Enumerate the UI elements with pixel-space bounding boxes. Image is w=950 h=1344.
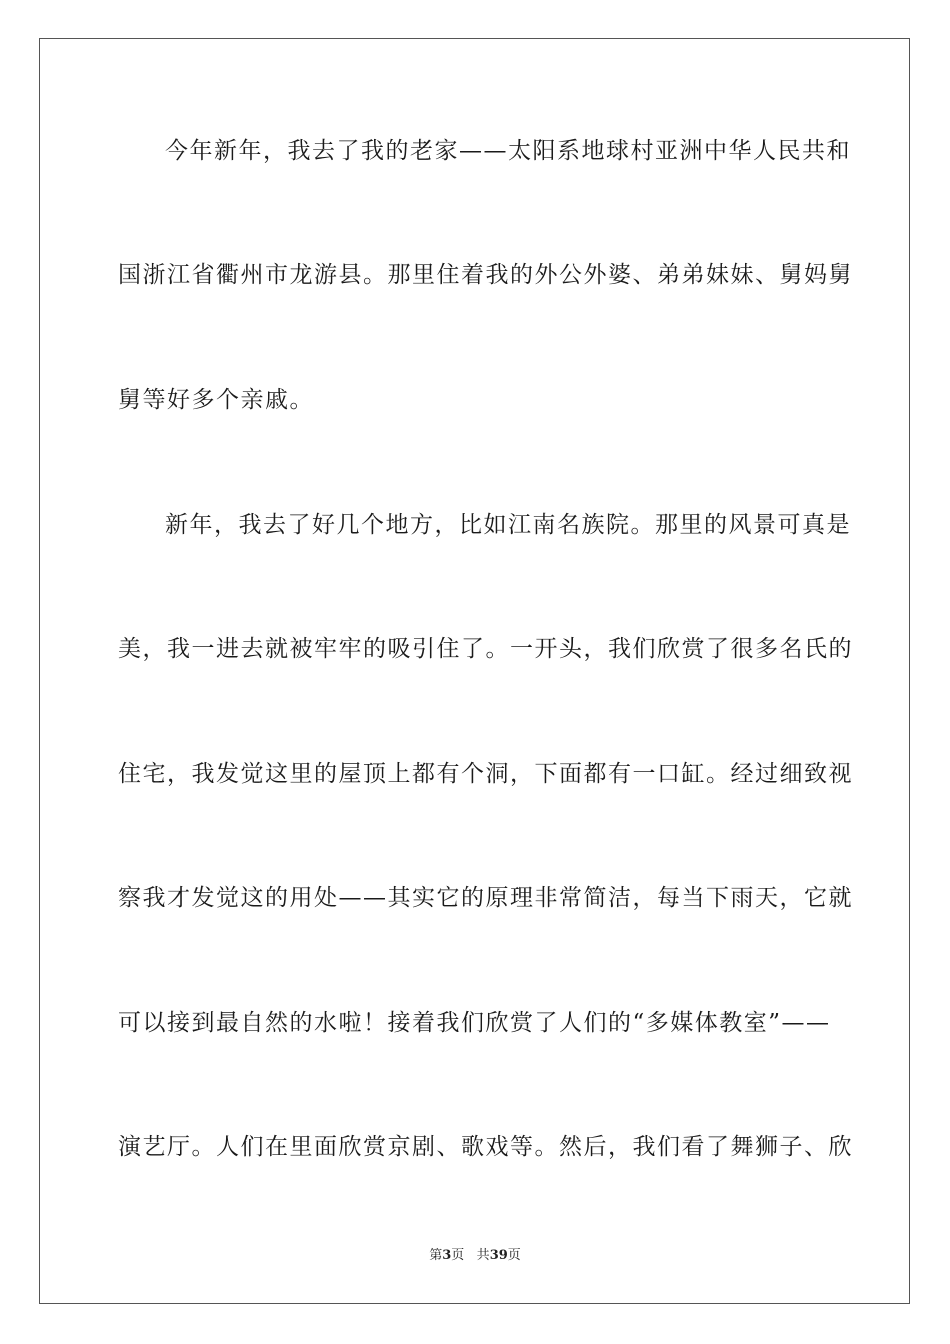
- paragraph-2-line-3: 住宅，我发觉这里的屋顶上都有个洞，下面都有一口缸。经过细致视: [118, 761, 853, 787]
- footer-total-prefix: 共: [476, 1248, 490, 1263]
- footer-total-unit: 页: [507, 1248, 521, 1263]
- paragraph-1-line-2: 国浙江省衢州市龙游县。那里住着我的外公外婆、弟弟妹妹、舅妈舅: [118, 262, 853, 288]
- paragraph-2-line-1: 新年，我去了好几个地方，比如江南名族院。那里的风景可真是: [165, 512, 851, 538]
- paragraph-2-line-6: 演艺厅。人们在里面欣赏京剧、歌戏等。然后，我们看了舞狮子、欣: [118, 1134, 853, 1160]
- total-pages-number: 39: [489, 1248, 508, 1263]
- footer-prefix: 第: [429, 1248, 443, 1263]
- page-footer: [0, 1247, 950, 1265]
- paragraph-2-line-2: 美，我一进去就被牢牢的吸引住了。一开头，我们欣赏了很多名氏的: [118, 636, 853, 662]
- paragraph-2-line-4: 察我才发觉这的用处——其实它的原理非常简洁，每当下雨天，它就: [118, 885, 853, 911]
- footer-page-unit: 页: [451, 1248, 465, 1263]
- paragraph-1-line-1: 今年新年，我去了我的老家——太阳系地球村亚洲中华人民共和: [165, 138, 851, 164]
- paragraph-2-line-5: 可以接到最自然的水啦！接着我们欣赏了人们的“多媒体教室”——: [118, 1010, 831, 1036]
- page-frame: [39, 38, 910, 1304]
- current-page-number: 3: [442, 1248, 452, 1263]
- paragraph-1-line-3: 舅等好多个亲戚。: [118, 387, 314, 413]
